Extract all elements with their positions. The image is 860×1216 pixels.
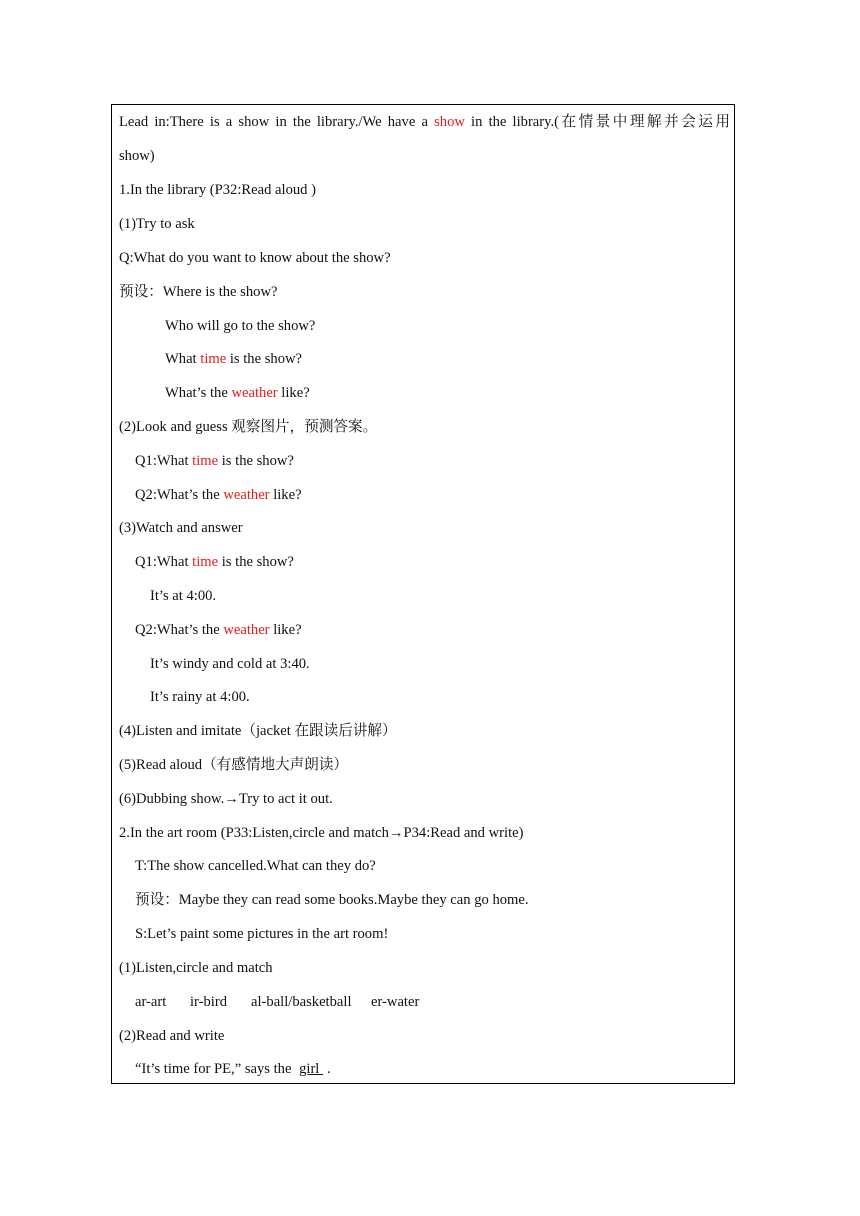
watch-q1: Q1:What time is the show? xyxy=(135,554,294,570)
keyword-weather: weather xyxy=(223,622,270,638)
match-item-2: ir-bird xyxy=(190,994,227,1010)
section-1-title: 1.In the library (P32:Read aloud ) xyxy=(119,182,316,198)
step-read-aloud: (5)Read aloud（有感情地大声朗读） xyxy=(119,757,349,773)
watch-q2: Q2:What’s the weather like? xyxy=(135,622,302,638)
answer-blank: girl xyxy=(299,1061,324,1077)
lead-in-line xyxy=(119,113,730,131)
keyword-time: time xyxy=(192,453,219,469)
lead-in-line-2: show) xyxy=(119,148,155,164)
step-listen-and-imitate: (4)Listen and imitate（jacket 在跟读后讲解） xyxy=(119,723,397,739)
guess-q2: Q2:What’s the weather like? xyxy=(135,487,302,503)
preset-who: Who will go to the show? xyxy=(165,318,316,334)
match-item-3: al-ball/basketball xyxy=(251,994,352,1010)
answer-3: It’s rainy at 4:00. xyxy=(150,689,250,705)
guess-q1: Q1:What time is the show? xyxy=(135,453,294,469)
step-try-to-ask: (1)Try to ask xyxy=(119,216,195,232)
keyword-show: show xyxy=(434,114,465,130)
preset-maybe: 预设：Maybe they can read some books.Maybe they can go home. xyxy=(135,892,529,908)
question-know: Q:What do you want to know about the show? xyxy=(119,250,391,266)
step-dubbing-show: (6)Dubbing show.→Try to act it out. xyxy=(119,791,333,807)
answer-2: It’s windy and cold at 3:40. xyxy=(150,656,310,672)
preset-where: 预设：Where is the show? xyxy=(119,284,278,300)
lead-in-text: Lead in:There is a show in the library./We have a xyxy=(119,114,435,130)
keyword-weather: weather xyxy=(223,487,270,503)
lead-in-text-cont: in the library.(在情景中理解并会运用 xyxy=(464,114,730,130)
match-item-4: er-water xyxy=(371,994,420,1010)
section-2-title: 2.In the art room (P33:Listen,circle and match→P34:Read and write) xyxy=(119,825,524,841)
quote-line: “It’s time for PE,” says the girl . xyxy=(135,1061,331,1077)
preset-time: What time is the show? xyxy=(165,351,303,367)
keyword-time: time xyxy=(192,554,219,570)
step-listen-circle-match: (1)Listen,circle and match xyxy=(119,960,273,976)
preset-weather: What’s the weather like? xyxy=(165,385,310,401)
keyword-time: time xyxy=(200,351,227,367)
step-read-and-write: (2)Read and write xyxy=(119,1028,225,1044)
answer-1: It’s at 4:00. xyxy=(150,588,217,604)
teacher-line: T:The show cancelled.What can they do? xyxy=(135,858,376,874)
step-watch-and-answer: (3)Watch and answer xyxy=(119,520,243,536)
step-look-and-guess: (2)Look and guess 观察图片，预测答案。 xyxy=(119,419,378,435)
student-line: S:Let’s paint some pictures in the art room! xyxy=(135,926,389,942)
match-item-1: ar-art xyxy=(135,994,167,1010)
keyword-weather: weather xyxy=(231,385,278,401)
